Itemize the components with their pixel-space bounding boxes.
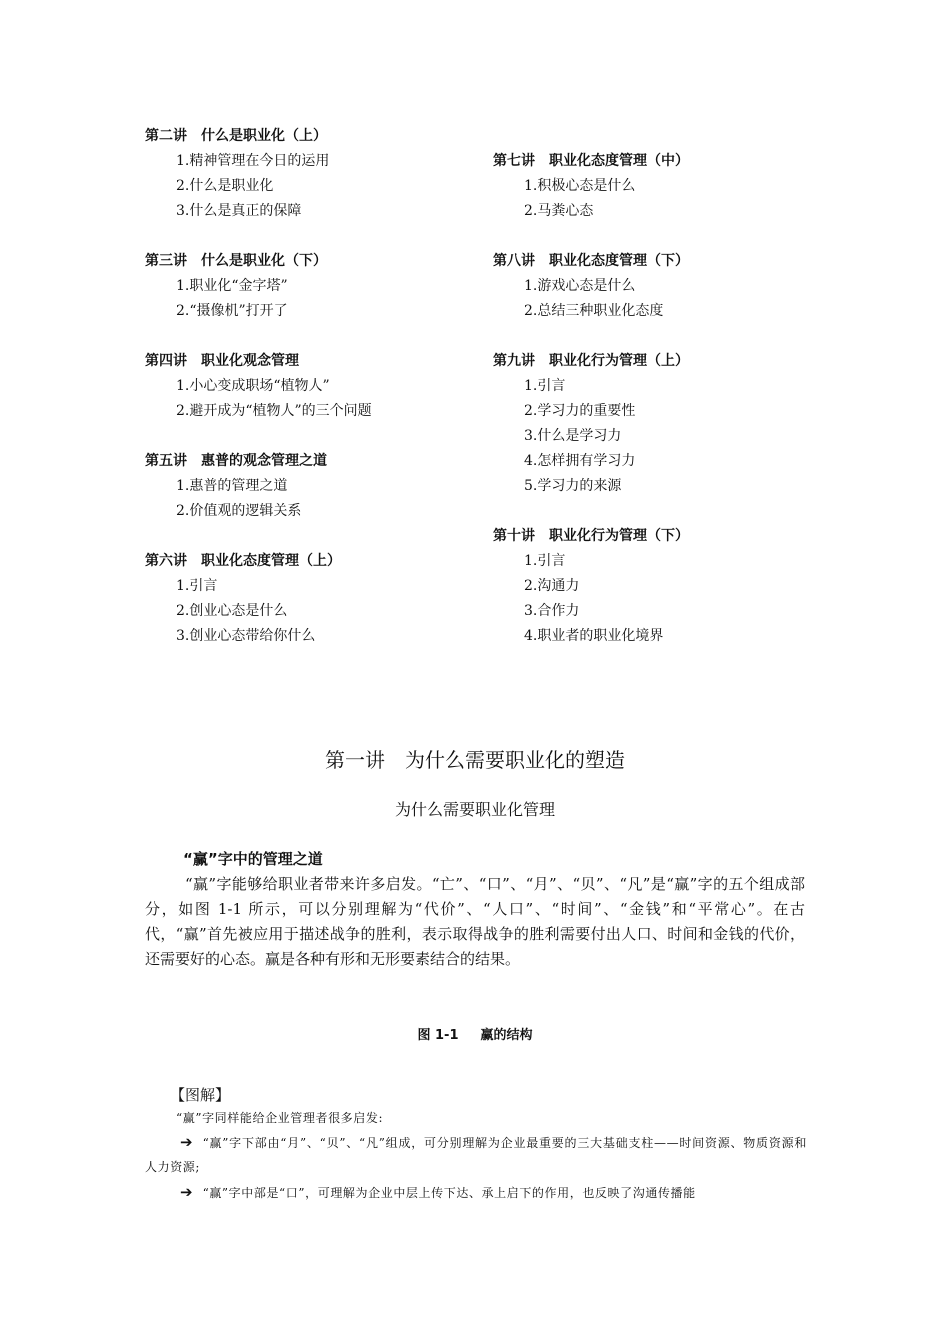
lecture-subtitle: 为什么需要职业化管理	[394, 800, 555, 819]
toc-section-title: 第二讲 什么是职业化（上）	[145, 128, 327, 144]
toc-item: 4.职业者的职业化境界	[524, 628, 664, 644]
lecture-title: 第一讲 为什么需要职业化的塑造	[325, 748, 625, 772]
section-spacer	[493, 224, 823, 249]
figure-number: 图 1-1	[417, 1028, 459, 1043]
section-spacer	[145, 524, 465, 549]
bullet-text: “赢”字中部是“口”，可理解为企业中层上传下达、承上启下的作用，也反映了沟通传播能	[202, 1186, 696, 1200]
section-heading: “赢”字中的管理之道	[183, 850, 323, 868]
toc-item: 3.合作力	[524, 603, 580, 619]
figure-caption	[0, 1024, 950, 1043]
toc-item: 2.学习力的重要性	[524, 403, 636, 419]
toc-item: 2.什么是职业化	[176, 178, 274, 194]
toc-section-title: 第八讲 职业化态度管理（下）	[493, 253, 689, 269]
toc-item: 1.游戏心态是什么	[524, 278, 636, 294]
toc-item: 1.积极心态是什么	[524, 178, 636, 194]
toc-item: 2.沟通力	[524, 578, 580, 594]
toc-item: 1.职业化“金字塔”	[176, 278, 288, 294]
toc-item: 2.马粪心态	[524, 203, 594, 219]
toc-item: 1.惠普的管理之道	[176, 478, 288, 494]
toc-section-title: 第五讲 惠普的观念管理之道	[145, 453, 327, 469]
arrow-right-icon: ➔	[180, 1183, 193, 1201]
toc-section-title: 第七讲 职业化态度管理（中）	[493, 153, 689, 169]
toc-item: 1.引言	[524, 378, 566, 394]
toc-item: 5.学习力的来源	[524, 478, 622, 494]
arrow-right-icon: ➔	[180, 1133, 193, 1151]
section-spacer	[145, 224, 465, 249]
toc-left-column	[145, 124, 465, 649]
toc-section-title: 第九讲 职业化行为管理（上）	[493, 353, 689, 369]
bullet-item	[145, 1130, 807, 1179]
toc-item: 3.什么是真正的保障	[176, 203, 302, 219]
diagram-intro: “赢”字同样能给企业管理者很多启发:	[176, 1111, 384, 1125]
toc-item: 4.怎样拥有学习力	[524, 453, 636, 469]
toc-section-title: 第四讲 职业化观念管理	[145, 353, 299, 369]
toc-item: 1.小心变成职场“植物人”	[176, 378, 330, 394]
toc-item: 2.“摄像机”打开了	[176, 303, 288, 319]
section-spacer	[145, 424, 465, 449]
toc-item: 2.避开成为“植物人”的三个问题	[176, 403, 372, 419]
toc-item: 2.总结三种职业化态度	[524, 303, 664, 319]
section-spacer	[145, 324, 465, 349]
toc-item: 1.精神管理在今日的运用	[176, 153, 330, 169]
toc-item: 2.创业心态是什么	[176, 603, 288, 619]
toc-item: 3.什么是学习力	[524, 428, 622, 444]
toc-section-title: 第十讲 职业化行为管理（下）	[493, 528, 689, 544]
figure-title: 赢的结构	[480, 1028, 533, 1043]
section-spacer	[493, 499, 823, 524]
body-paragraph: “赢”字能够给职业者带来许多启发。“亡”、“口”、“月”、“贝”、“凡”是“赢”字的五个组成部分，如图 1-1 所示，可以分别理解为“代价”、“人口”、“时间”、“金钱”和“平常心”。在古代，“赢”首先被应用于描述战争的胜利，表示取得战争的胜利需要付出人口、时间和金钱的代价，还需要好的心态。赢是各种有形和无形要素结合的结果。	[145, 875, 805, 968]
toc-item: 3.创业心态带给你什么	[176, 628, 316, 644]
toc-section-title: 第三讲 什么是职业化（下）	[145, 253, 327, 269]
diagram-explanation-label: 【图解】	[170, 1086, 231, 1104]
bullet-text: “赢”字下部由“月”、“贝”、“凡”组成，可分别理解为企业最重要的三大基础支柱——时间资源、物质资源和人力资源;	[145, 1136, 807, 1174]
toc-item: 1.引言	[176, 578, 218, 594]
toc-section-title: 第六讲 职业化态度管理（上）	[145, 553, 341, 569]
toc-item: 1.引言	[524, 553, 566, 569]
toc-item: 2.价值观的逻辑关系	[176, 503, 302, 519]
section-spacer	[493, 324, 823, 349]
toc-right-column	[493, 149, 823, 649]
bullet-item	[145, 1180, 807, 1205]
